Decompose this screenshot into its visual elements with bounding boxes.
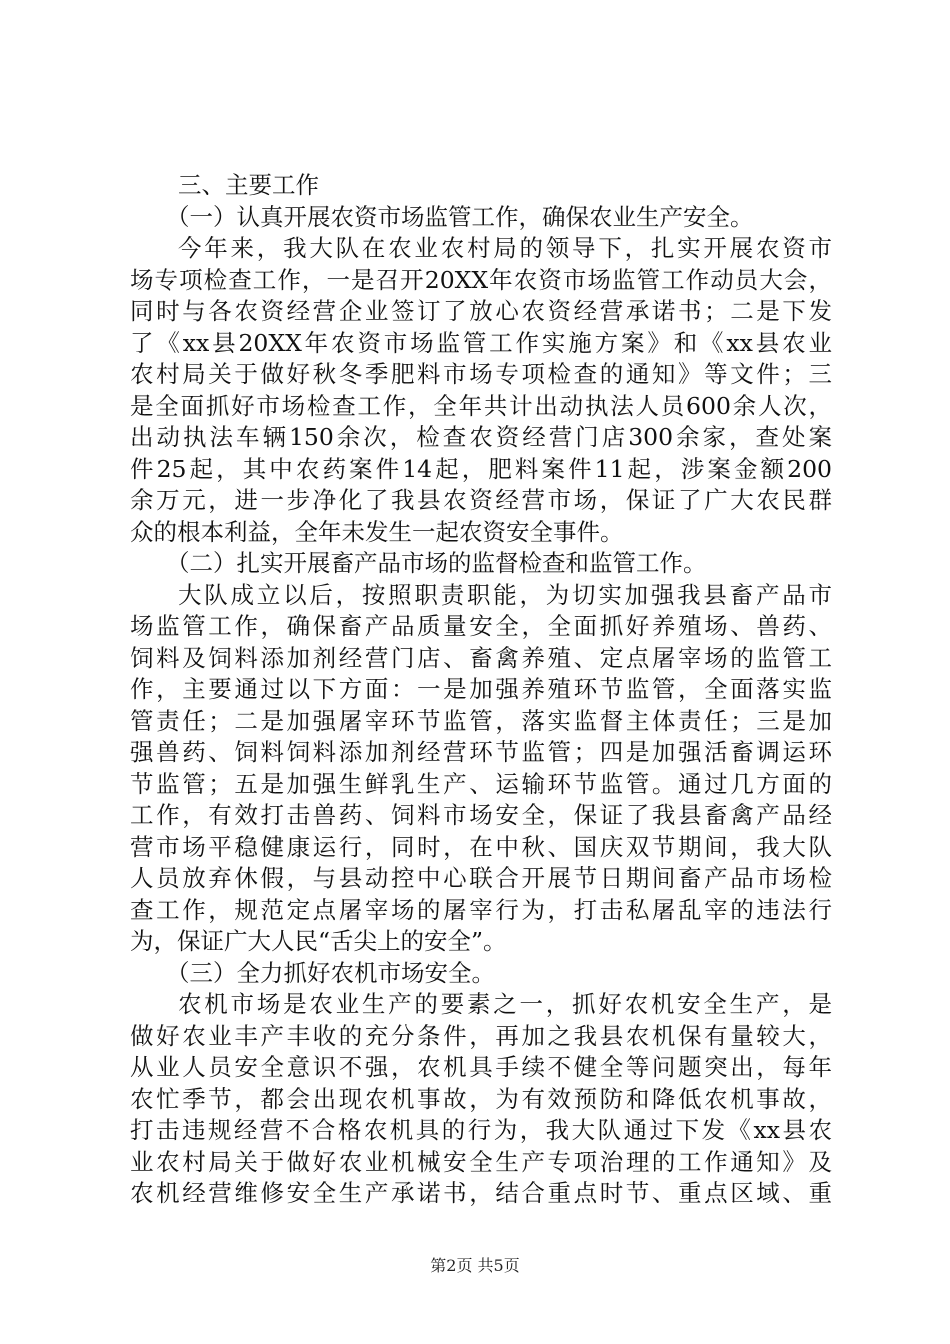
text-line: 查工作，规范定点屠宰场的屠宰行为，打击私屠乱宰的违法行 — [130, 895, 832, 924]
text-line: （一）认真开展农资市场监管工作，确保农业生产安全。 — [166, 202, 754, 231]
text-line: 是全面抓好市场检查工作，全年共计出动执法人员600余人次， — [130, 391, 832, 420]
text-line: 农村局关于做好秋冬季肥料市场专项检查的通知》等文件；三 — [130, 360, 832, 388]
text-line: （二）扎实开展畜产品市场的监督检查和监管工作。 — [166, 549, 707, 577]
text-line: 管责任；二是加强屠宰环节监管，落实监督主体责任；三是加 — [130, 706, 832, 735]
text-line: 从业人员安全意识不强，农机具手续不健全等问题突出，每年 — [130, 1053, 832, 1081]
text-line: 节监管；五是加强生鲜乳生产、运输环节监管。通过几方面的 — [130, 769, 832, 798]
text-line: 为，保证广大人民“舌尖上的安全”。 — [130, 927, 507, 955]
text-line: 饲料及饲料添加剂经营门店、畜禽养殖、定点屠宰场的监管工 — [130, 643, 832, 672]
text-line: 农机经营维修安全生产承诺书，结合重点时节、重点区域、重 — [130, 1179, 832, 1207]
text-line: 众的根本利益，全年未发生一起农资安全事件。 — [130, 517, 624, 546]
text-line: 件25起，其中农药案件14起，肥料案件11起，涉案金额200 — [130, 454, 832, 483]
text-line: 打击违规经营不合格农机具的行为，我大队通过下发《xx县农 — [130, 1116, 832, 1144]
page-footer: 第2页 共5页 — [430, 1256, 520, 1275]
text-line: 业农村局关于做好农业机械安全生产专项治理的工作通知》及 — [130, 1147, 832, 1176]
text-line: 今年来，我大队在农业农村局的领导下，扎实开展农资市 — [178, 234, 832, 262]
text-line: 农机市场是农业生产的要素之一，抓好农机安全生产，是 — [178, 990, 832, 1018]
text-line: 营市场平稳健康运行，同时，在中秋、国庆双节期间，我大队 — [130, 832, 832, 861]
text-line: （三）全力抓好农机市场安全。 — [166, 958, 495, 987]
text-line: 同时与各农资经营企业签订了放心农资经营承诺书；二是下发 — [130, 297, 832, 325]
text-line: 场监管工作，确保畜产品质量安全，全面抓好养殖场、兽药、 — [130, 612, 832, 640]
text-line: 作，主要通过以下方面：一是加强养殖环节监管，全面落实监 — [130, 675, 832, 703]
text-line: 余万元，进一步净化了我县农资经营市场，保证了广大农民群 — [130, 486, 832, 514]
text-line: 人员放弃休假，与县动控中心联合开展节日期间畜产品市场检 — [130, 864, 832, 892]
text-line: 农忙季节，都会出现农机事故，为有效预防和降低农机事故， — [130, 1084, 832, 1113]
body-text — [130, 170, 832, 1210]
text-line: 强兽药、饲料饲料添加剂经营环节监管；四是加强活畜调运环 — [130, 738, 832, 766]
text-line: 三、主要工作 — [178, 171, 319, 199]
text-line: 做好农业丰产丰收的充分条件，再加之我县农机保有量较大， — [130, 1021, 832, 1050]
text-line: 出动执法车辆150余次，检查农资经营门店300余家，查处案 — [130, 423, 832, 451]
text-line: 场专项检查工作，一是召开20XX年农资市场监管工作动员大会， — [130, 265, 832, 294]
text-line: 大队成立以后，按照职责职能，为切实加强我县畜产品市 — [178, 580, 832, 609]
text-line: 工作，有效打击兽药、饲料市场安全，保证了我县畜禽产品经 — [130, 801, 832, 829]
text-line: 了《xx县20XX年农资市场监管工作实施方案》和《xx县农业 — [130, 328, 832, 357]
